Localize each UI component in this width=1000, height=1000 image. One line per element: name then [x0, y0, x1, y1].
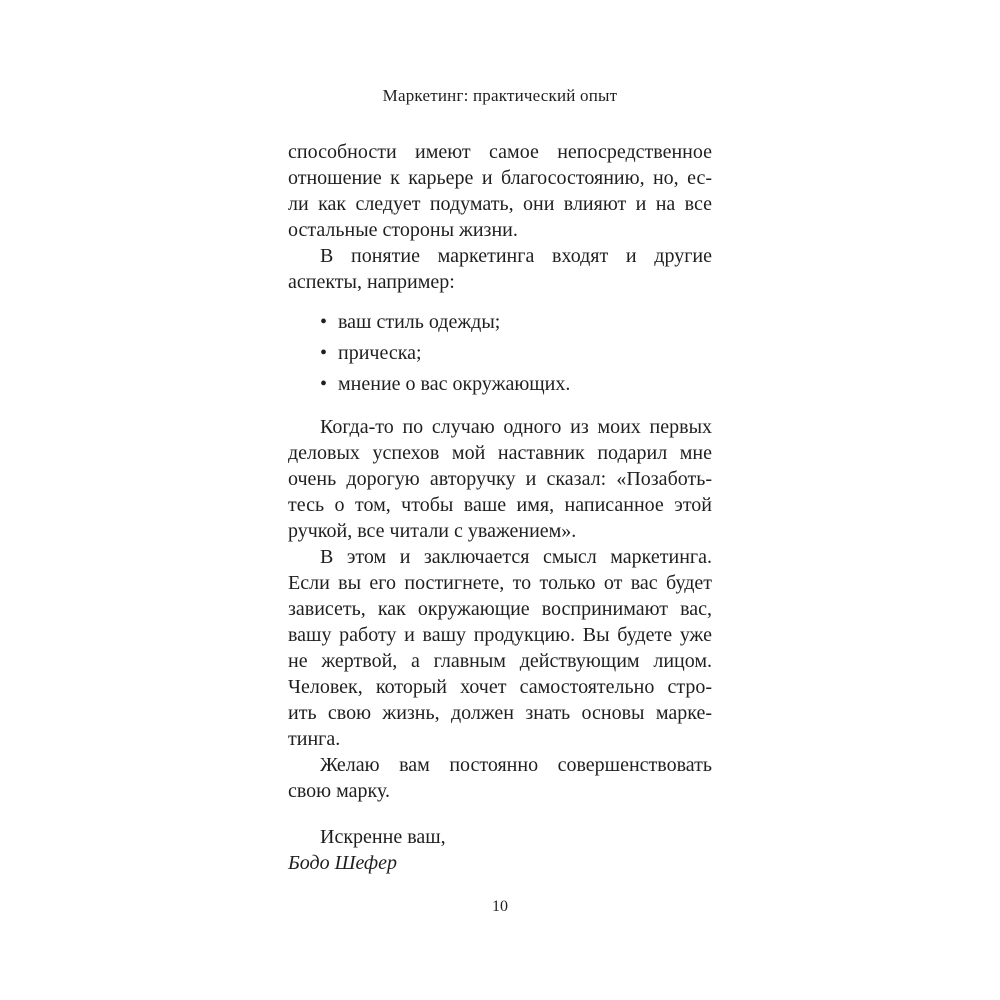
text-line: деловых успехов мой наставник подарил мне	[288, 442, 712, 464]
text-line: аспекты, например:	[288, 271, 455, 293]
bullet-item-text: прическа;	[338, 342, 422, 364]
text-line: вашу работу и вашу продукцию. Вы будете уже	[288, 624, 712, 646]
text-line: свою марку.	[288, 780, 390, 802]
text-line: способности имеют самое непосредственное	[288, 141, 712, 163]
paragraph	[288, 243, 712, 295]
text-line: ручкой, все читали с уважением».	[288, 520, 577, 542]
text-line: зависеть, как окружающие воспринимают вас,	[288, 598, 712, 620]
bullet-item-text: ваш стиль одежды;	[338, 311, 501, 333]
text-line: Бодо Шефер	[288, 852, 397, 874]
running-head: Маркетинг: практический опыт	[382, 86, 618, 105]
text-line: Когда-то по случаю одного из моих первых	[320, 416, 712, 438]
bullet-item-text: мнение о вас окружающих.	[338, 373, 571, 395]
body-text	[288, 139, 712, 876]
paragraph	[288, 544, 712, 752]
text-line: Желаю вам постоянно совершенствовать	[320, 754, 712, 776]
page-number: 10	[492, 898, 508, 915]
text-line: В этом и заключается смысл маркетинга.	[320, 546, 712, 568]
text-line: ить свою жизнь, должен знать основы марке-	[288, 702, 712, 724]
bullet-dot-icon: •	[320, 342, 328, 364]
text-line: ли как следует подумать, они влияют и на все	[288, 193, 712, 215]
bullet-list	[288, 309, 712, 397]
bullet-dot-icon: •	[320, 373, 328, 395]
text-line: Если вы его постигнете, то только от вас будет	[288, 572, 712, 594]
bullet-item	[288, 340, 712, 366]
text-line: тесь о том, чтобы ваше имя, написанное этой	[288, 494, 712, 516]
signature	[288, 824, 712, 876]
paragraph	[288, 752, 712, 804]
text-line: В понятие маркетинга входят и другие	[320, 245, 712, 267]
text-line: остальные стороны жизни.	[288, 219, 518, 241]
paragraph	[288, 414, 712, 544]
bullet-item	[288, 309, 712, 335]
text-line: Искренне ваш,	[320, 826, 446, 848]
text-line: тинга.	[288, 728, 341, 750]
text-line: не жертвой, а главным действующим лицом.	[288, 650, 712, 672]
paragraph	[288, 139, 712, 243]
bullet-item	[288, 371, 712, 397]
bullet-dot-icon: •	[320, 311, 328, 333]
text-line: очень дорогую авторучку и сказал: «Позаботь-	[288, 468, 712, 490]
text-line: отношение к карьере и благосостоянию, но, ес-	[288, 167, 712, 189]
text-line: Человек, который хочет самостоятельно стро-	[288, 676, 712, 698]
